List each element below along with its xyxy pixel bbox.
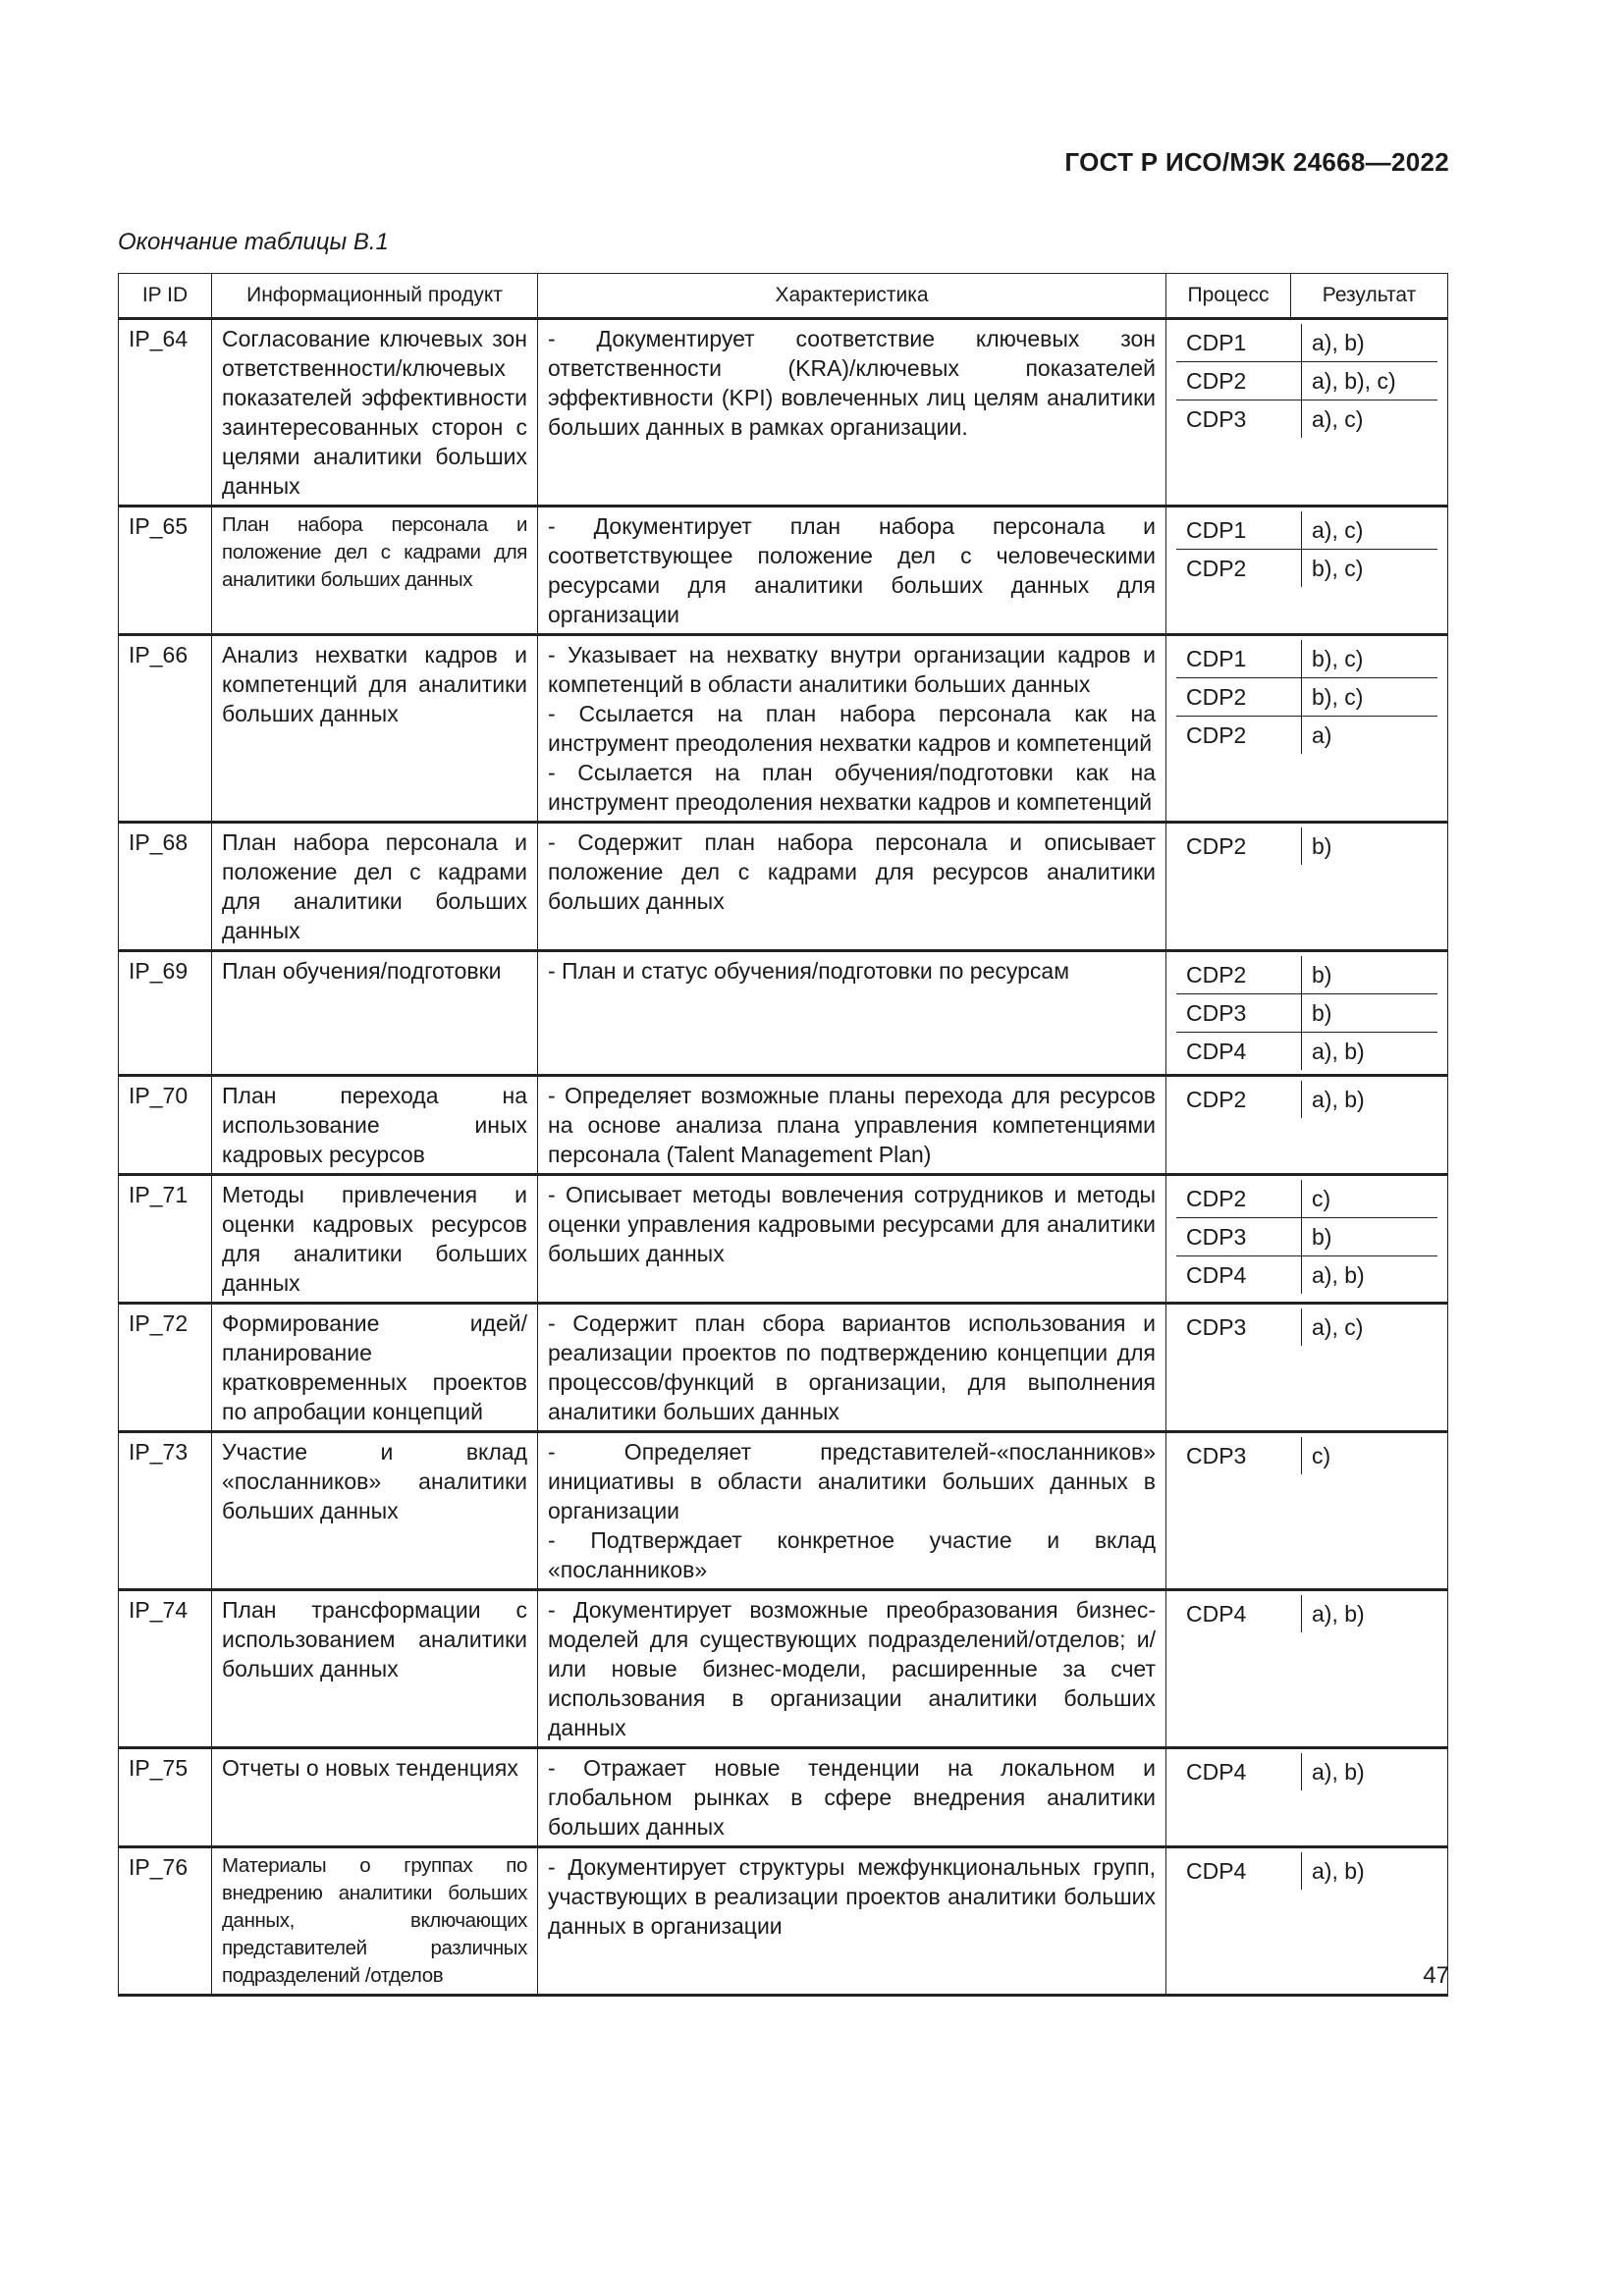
result-value: c) bbox=[1302, 1180, 1438, 1218]
table-row bbox=[119, 1304, 1448, 1432]
characteristic-cell bbox=[538, 951, 1166, 1076]
ip-id-cell: IP_69 bbox=[119, 951, 212, 1076]
process-result-row bbox=[1176, 1595, 1437, 1632]
characteristic-line: - Документирует соответствие ключевых зон ответственности (KRA)/ключевых показателей эффективности (KPI) вовлеченных лиц целям аналитики больших данных в рамках организации. bbox=[548, 326, 1156, 440]
table-row bbox=[119, 1847, 1448, 1996]
process-result-row bbox=[1176, 1437, 1437, 1474]
ip-id-cell: IP_70 bbox=[119, 1076, 212, 1175]
table-row bbox=[119, 507, 1448, 635]
characteristic-line: - Описывает методы вовлечения сотрудников и методы оценки управления кадровыми ресурсами для аналитики больших данных bbox=[548, 1182, 1156, 1266]
process-code: CDP4 bbox=[1176, 1256, 1302, 1295]
process-result-list bbox=[1176, 1180, 1437, 1294]
result-value: b), c) bbox=[1302, 640, 1438, 678]
result-value: a), b) bbox=[1312, 1039, 1365, 1064]
process-code: CDP2 bbox=[1176, 956, 1302, 994]
product-cell: Согласование ключевых зон ответственности/ключевых показателей эффективности заинтересованных сторон с целями аналитики больших данных bbox=[212, 319, 538, 507]
process-code: CDP3 bbox=[1176, 1218, 1302, 1256]
process-result-list bbox=[1176, 511, 1437, 587]
process-result-row bbox=[1176, 717, 1437, 755]
process-result-row bbox=[1176, 1081, 1437, 1118]
process-code: CDP2 bbox=[1176, 1081, 1302, 1118]
process-code: CDP2 bbox=[1176, 362, 1302, 400]
result-value: a), b) bbox=[1312, 1087, 1365, 1112]
result-value: c) bbox=[1312, 1443, 1331, 1468]
characteristic-line: - Отражает новые тенденции на локальном и глобальном рынках в сфере внедрения аналитики больших данных bbox=[548, 1755, 1156, 1840]
product-cell: План обучения/подготовки bbox=[212, 951, 538, 1076]
ip-id-cell: IP_75 bbox=[119, 1748, 212, 1847]
characteristic-cell bbox=[538, 319, 1166, 507]
table-row bbox=[119, 1076, 1448, 1175]
process-code: CDP2 bbox=[1176, 550, 1302, 588]
page-number: 47 bbox=[1423, 1962, 1449, 1989]
process-result-list bbox=[1176, 1437, 1437, 1474]
product-cell: Отчеты о новых тенденциях bbox=[212, 1748, 538, 1847]
characteristic-cell bbox=[538, 1175, 1166, 1304]
table-row bbox=[119, 823, 1448, 951]
process-result-row bbox=[1176, 362, 1437, 400]
column-header-process: Процесс bbox=[1166, 274, 1291, 319]
process-code: CDP2 bbox=[1176, 678, 1302, 717]
process-code: CDP3 bbox=[1176, 994, 1302, 1033]
process-result-list bbox=[1176, 1081, 1437, 1118]
process-result-cell bbox=[1166, 951, 1448, 1076]
process-result-row bbox=[1176, 994, 1437, 1033]
process-code: CDP2 bbox=[1176, 828, 1302, 865]
result-value: b) bbox=[1302, 956, 1438, 994]
process-result-row bbox=[1176, 828, 1437, 865]
ip-id-cell: IP_74 bbox=[119, 1590, 212, 1748]
characteristic-line: - Ссылается на план набора персонала как на инструмент преодоления нехватки кадров и компетенций bbox=[548, 701, 1156, 756]
product-cell: Формирование идей/планирование кратковременных проектов по апробации концепций bbox=[212, 1304, 538, 1432]
characteristic-cell bbox=[538, 635, 1166, 823]
process-result-cell bbox=[1166, 319, 1448, 507]
process-result-row bbox=[1176, 1256, 1437, 1295]
result-value: a), c) bbox=[1312, 1314, 1364, 1340]
characteristic-cell bbox=[538, 507, 1166, 635]
characteristic-cell bbox=[538, 1432, 1166, 1590]
characteristic-line: - Указывает на нехватку внутри организации кадров и компетенций в области аналитики больших данных bbox=[548, 642, 1156, 697]
process-result-row bbox=[1176, 324, 1437, 362]
process-result-row bbox=[1176, 1180, 1437, 1218]
product-cell: План трансформации с использованием аналитики больших данных bbox=[212, 1590, 538, 1748]
result-value: a), b) bbox=[1312, 1858, 1365, 1884]
result-value: b), c) bbox=[1302, 678, 1438, 717]
process-result-row bbox=[1176, 1033, 1437, 1071]
process-result-row bbox=[1176, 511, 1437, 550]
process-result-cell bbox=[1166, 507, 1448, 635]
process-result-cell bbox=[1166, 1590, 1448, 1748]
result-value: a), b) bbox=[1312, 1601, 1365, 1627]
product-cell: Методы привлечения и оценки кадровых ресурсов для аналитики больших данных bbox=[212, 1175, 538, 1304]
characteristic-cell bbox=[538, 1304, 1166, 1432]
process-result-list bbox=[1176, 1595, 1437, 1632]
result-value: a), b) bbox=[1312, 1759, 1365, 1785]
result-value: a), b) bbox=[1302, 324, 1438, 362]
product-cell: План перехода на использование иных кадровых ресурсов bbox=[212, 1076, 538, 1175]
result-value: a), b) bbox=[1312, 1262, 1365, 1288]
characteristic-line: - Ссылается на план обучения/подготовки как на инструмент преодоления нехватки кадров и компетенций bbox=[548, 760, 1156, 815]
process-code: CDP4 bbox=[1176, 1595, 1302, 1632]
characteristic-line: - Определяет представителей-«посланников» инициативы в области аналитики больших данных в организации bbox=[548, 1439, 1156, 1523]
process-code: CDP4 bbox=[1176, 1852, 1302, 1890]
process-code: CDP2 bbox=[1176, 717, 1302, 755]
information-products-table bbox=[118, 273, 1448, 1997]
table-row bbox=[119, 1748, 1448, 1847]
process-result-cell bbox=[1166, 1175, 1448, 1304]
characteristic-line: - Содержит план набора персонала и описывает положение дел с кадрами для ресурсов аналитики больших данных bbox=[548, 829, 1156, 914]
ip-id-cell: IP_68 bbox=[119, 823, 212, 951]
process-result-list bbox=[1176, 1308, 1437, 1346]
characteristic-cell bbox=[538, 1590, 1166, 1748]
characteristic-line: - Содержит план сбора вариантов использования и реализации проектов по подтверждению концепции для процессов/функций в организации, для выполнения аналитики больших данных bbox=[548, 1310, 1156, 1424]
process-result-cell bbox=[1166, 823, 1448, 951]
table-row bbox=[119, 1175, 1448, 1304]
ip-id-cell: IP_65 bbox=[119, 507, 212, 635]
product-cell: Анализ нехватки кадров и компетенций для аналитики больших данных bbox=[212, 635, 538, 823]
process-result-cell bbox=[1166, 1304, 1448, 1432]
product-cell: Материалы о группах по внедрению аналитики больших данных, включающих представителей различных подразделений /отделов bbox=[212, 1847, 538, 1996]
process-result-cell bbox=[1166, 1076, 1448, 1175]
characteristic-line: - Определяет возможные планы перехода для ресурсов на основе анализа плана управления компетенциями персонала (Talent Management Plan) bbox=[548, 1083, 1156, 1167]
ip-id-cell: IP_71 bbox=[119, 1175, 212, 1304]
process-code: CDP2 bbox=[1176, 1180, 1302, 1218]
result-value: b) bbox=[1302, 1218, 1438, 1256]
result-value: a), c) bbox=[1302, 511, 1438, 550]
product-cell: План набора персонала и положение дел с кадрами для аналитики больших данных bbox=[212, 507, 538, 635]
process-result-row bbox=[1176, 1753, 1437, 1790]
table-row bbox=[119, 1432, 1448, 1590]
table-body bbox=[119, 319, 1448, 1996]
result-value: a) bbox=[1312, 722, 1332, 748]
table-row bbox=[119, 1590, 1448, 1748]
ip-id-cell: IP_73 bbox=[119, 1432, 212, 1590]
process-result-list bbox=[1176, 1753, 1437, 1790]
process-result-list bbox=[1176, 640, 1437, 754]
characteristic-cell bbox=[538, 1076, 1166, 1175]
result-value: b), c) bbox=[1312, 556, 1364, 581]
characteristic-line: - План и статус обучения/подготовки по ресурсам bbox=[548, 958, 1070, 984]
result-value: b) bbox=[1312, 833, 1332, 859]
column-header-product: Информационный продукт bbox=[212, 274, 538, 319]
table-row bbox=[119, 319, 1448, 507]
process-result-row bbox=[1176, 640, 1437, 678]
ip-id-cell: IP_76 bbox=[119, 1847, 212, 1996]
product-cell: Участие и вклад «посланников» аналитики больших данных bbox=[212, 1432, 538, 1590]
ip-id-cell: IP_66 bbox=[119, 635, 212, 823]
process-code: CDP1 bbox=[1176, 324, 1302, 362]
characteristic-cell bbox=[538, 1748, 1166, 1847]
process-result-row bbox=[1176, 678, 1437, 717]
process-result-row bbox=[1176, 956, 1437, 994]
result-value: a), b), c) bbox=[1302, 362, 1438, 400]
result-value: b) bbox=[1302, 994, 1438, 1033]
table-row bbox=[119, 635, 1448, 823]
process-code: CDP3 bbox=[1176, 1437, 1302, 1474]
process-result-row bbox=[1176, 550, 1437, 588]
table-caption: Окончание таблицы В.1 bbox=[118, 229, 389, 255]
document-code-header: ГОСТ Р ИСО/МЭК 24668—2022 bbox=[1064, 147, 1449, 177]
characteristic-line: - Документирует возможные преобразования бизнес-моделей для существующих подразделений/отделов; и/или новые бизнес-модели, расширенные за счет использования в организации аналитики больших данных bbox=[548, 1597, 1156, 1740]
process-result-list bbox=[1176, 956, 1437, 1070]
process-code: CDP1 bbox=[1176, 640, 1302, 678]
characteristic-line: - Подтверждает конкретное участие и вклад «посланников» bbox=[548, 1527, 1156, 1582]
characteristic-cell bbox=[538, 1847, 1166, 1996]
table-header-row bbox=[119, 274, 1448, 319]
table-row bbox=[119, 951, 1448, 1076]
characteristic-line: - Документирует структуры межфункциональных групп, участвующих в реализации проектов аналитики больших данных в организации bbox=[548, 1854, 1156, 1939]
process-result-row bbox=[1176, 1852, 1437, 1890]
process-result-list bbox=[1176, 1852, 1437, 1890]
process-result-cell bbox=[1166, 1432, 1448, 1590]
process-result-cell bbox=[1166, 1847, 1448, 1996]
process-result-list bbox=[1176, 828, 1437, 865]
process-code: CDP3 bbox=[1176, 1308, 1302, 1346]
ip-id-cell: IP_64 bbox=[119, 319, 212, 507]
process-result-cell bbox=[1166, 635, 1448, 823]
process-code: CDP1 bbox=[1176, 511, 1302, 550]
column-header-characteristic: Характеристика bbox=[538, 274, 1166, 319]
column-header-ip-id: IP ID bbox=[119, 274, 212, 319]
process-result-row bbox=[1176, 1308, 1437, 1346]
characteristic-line: - Документирует план набора персонала и соответствующее положение дел с человеческими ресурсами для аналитики больших данных для организации bbox=[548, 513, 1156, 627]
product-cell: План набора персонала и положение дел с кадрами для аналитики больших данных bbox=[212, 823, 538, 951]
result-value: a), c) bbox=[1312, 406, 1364, 432]
process-result-row bbox=[1176, 400, 1437, 439]
characteristic-cell bbox=[538, 823, 1166, 951]
ip-id-cell: IP_72 bbox=[119, 1304, 212, 1432]
process-result-list bbox=[1176, 324, 1437, 438]
process-code: CDP3 bbox=[1176, 400, 1302, 439]
process-code: CDP4 bbox=[1176, 1753, 1302, 1790]
process-result-cell bbox=[1166, 1748, 1448, 1847]
process-result-row bbox=[1176, 1218, 1437, 1256]
process-code: CDP4 bbox=[1176, 1033, 1302, 1071]
column-header-result: Результат bbox=[1291, 274, 1448, 319]
